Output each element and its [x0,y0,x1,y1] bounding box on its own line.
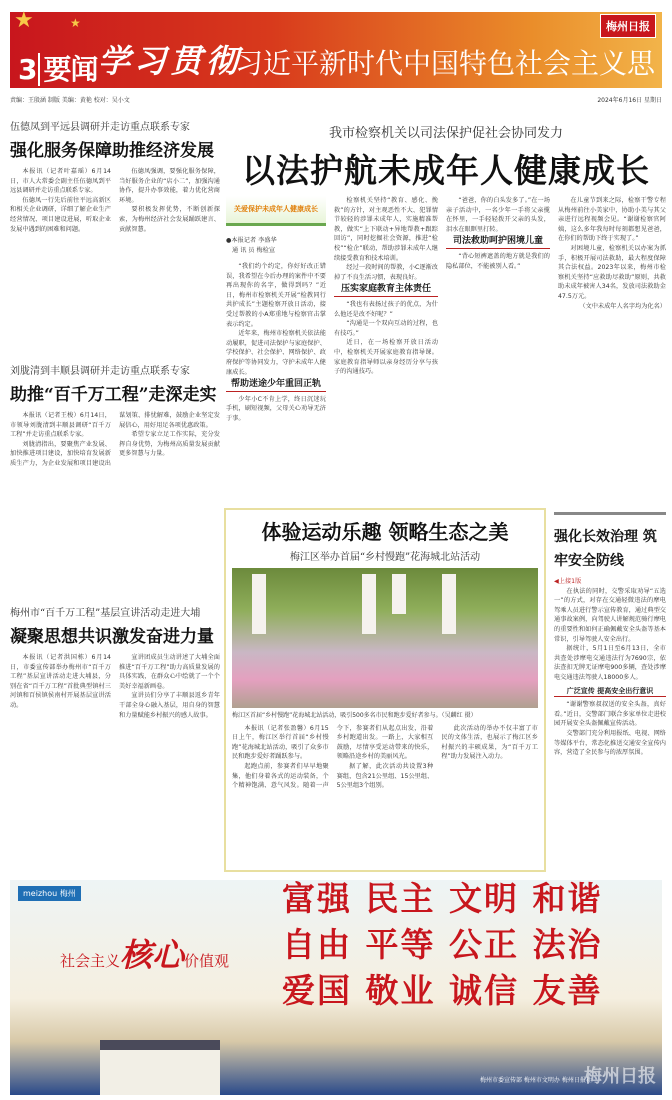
photo-caption: 梅江区首届“乡村慢跑”花海城北站活动，吸引500多名市民和跑步爱好者参与。（吴麟红 摄） [232,712,477,719]
paragraph: “爸爸，你的白头发多了。”在一场亲子活动中，一名少年一手将父亲揽在怀里，一手轻轻拨开父亲的头发，泪水在眼眶里打转。 [446,197,550,233]
logo-text: 关爱保护未成年人健康成长 [234,205,318,213]
note: （文中未成年人名字均为化名） [579,302,666,310]
paragraph: 据统计，5月1日至6月13日，全市共查处涉摩电交通违法行为7690宗，依法查扣无牌无证摩电900多辆，查处涉摩电交通违法驾驶人18000多人。 [554,645,666,681]
headline: 助推“百千万工程”走深走实 [10,385,217,405]
paragraph: 伍德凤一行先后前往平远高新区和相关企业调研，详细了解企业生产经营情况、项目建设进展，听取企业发展中遇到的困难和问题。 [10,196,111,233]
jump-link[interactable]: ◀上接1版 [554,578,582,585]
values-row: 富强 民主 文明 和谐 [282,879,603,918]
article-run [224,508,546,872]
paragraph: 希望专家立足工作实际，充分发挥自身优势，为梅州高质量发展贡献更多智慧与力量。 [119,431,220,458]
divider [554,512,666,515]
column-1 [226,262,326,496]
kicker: 刘胧清到丰顺县调研并走访重点联系专家 [10,366,190,377]
headline: 强化长效治理 筑牢安全防线 [554,529,657,569]
article-body [10,167,220,347]
subhead: 广泛宣传 提高安全出行意识 [554,686,666,698]
paragraph: 本报讯（记者叶嘉瑶）6月14日，市人大常委会副主任伍德凤到平远县调研并走访重点联系专家。 [10,168,111,195]
title-core: 核心 [120,936,185,974]
paragraph: 在儿童节到来之际，检察干警专程从梅州前往小美家中，协助小美与其父亲进行远程视频会见。“谢谢检察官阿姨，这么多年我每时每刻都想见爸爸，在你们的帮助下终于实现了。” [558,197,666,243]
byline-reporter: ●本报记者 李盛华 [226,237,277,244]
care-logo [226,196,326,226]
subhead: 帮助迷途少年重回正轨 [226,380,326,392]
theme-title: 习近平新时代中国特色社会主义思想 [235,47,656,120]
title-prefix: 社会主义 [60,952,121,970]
page-number [18,48,98,88]
page-no: 3 [18,53,37,86]
column-4 [558,196,666,496]
banner-credit: 梅州市委宣传部 梅州市文明办 梅州日报社 [480,1077,592,1084]
article-body [232,724,538,864]
editors-line: 责编：王殷涵 制版 美编：黄艳 校对：吴小文 [10,97,130,104]
paragraph: 近日，在一场检察开放日活动中，检察机关开展家庭教育指导课。家庭教育指导师以亲身经历分享与孩子的沟通技巧。 [334,339,438,376]
paragraph: 对困境儿童，检察机关以办案为抓手，积极开展司法救助，最大程度保障其合法权益。2023年以来，梅州市检察机关坚持“应救助尽救助”原则，共救助未成年被害人34名，发放司法救助金47.5万元。 [558,244,666,300]
paragraph: 少年小C不肯上学，终日沉迷玩手机，刷短视频，父母关心劝导无济于事。 [226,395,326,422]
paragraph: 在执法的同时，交警采取劝导“五选一”的方式，对存在交通轻微违法的摩电驾乘人员进行警示宣传教育，通过典型交通事故案例，向驾驶人讲解规范骑行摩电的重要性和如何正确佩戴安全头盔等基本常识，引导驾驶人安全出行。 [554,587,666,643]
article-body [554,577,666,877]
paragraph: “我也有表扬过孩子的优点，为什么他还是改不好呢？” [334,300,438,318]
headline: 强化服务保障助推经济发展 [10,141,214,161]
article-safety [554,512,666,877]
article-lecture [10,604,220,878]
title-suffix: 价值观 [184,952,230,970]
running-photo [232,568,538,708]
paragraph: 宣讲团成员生动讲述了大埔全面推进“百千万工程”助力高质量发展的具体实践，在群众心中绘就了一个个美好幸福新画卷。 [119,654,220,690]
headline: 体验运动乐趣 领略生态之美 [261,520,509,544]
issue-date: 2024年6月16日 星期日 [597,97,662,104]
paragraph: 刘胧清指出，要聚焦产业发展、加快推进项目建设，加快培育发展新质生产力，为企业发展和项目建设出谋划策、排忧解难，鼓励企业坚定发展信心，用好用足各项优惠政策。 [10,412,220,467]
byline-correspondent: 通 讯 员 梅检宣 [232,246,276,254]
brand-logo: meizhou 梅州 [18,886,81,901]
paragraph: “背心短裤遮盖的地方就是我们的隐私部位，不能被别人看。” [446,252,550,270]
values-row: 自由 平等 公正 法治 [282,925,603,964]
paragraph: 据了解，此次活动共设置3种赛组，包含21公里组、15公里组、5公里组3个组别。 [336,762,434,790]
article-procuratorate [226,122,666,192]
paragraph: “我们约个约定，你好好改正错误，我希望在今后办理的案件中不要再出现你的名字，做得到吗？”近日，梅州市检察机关开展“检教同行 共护成长”主题检察开放日活动，接受过帮教的小A郑重地与检察官击掌表示约定。 [226,263,326,328]
article-body [10,411,220,601]
headline: 以法护航未成年人健康成长 [242,151,650,190]
kicker: 我市检察机关以司法保护促社会协同发力 [328,126,563,141]
star-icon: ★ [14,8,34,33]
core-values-banner [10,880,662,1095]
paragraph: 本报讯（记者张盈馨）6月15日上午，梅江区举行首届“乡村慢跑”花海城北站活动，吸引了众多市民和跑步爱好者踊跃参与。 [232,724,329,761]
article-procuratorate-body [226,196,666,496]
paragraph: 宣讲员们分享了丰顺县返乡青年干部全身心融入基层，用自身的智慧和力量赋能乡村振兴的感人故事。 [119,692,220,719]
paper-logo: 梅州日报 [600,14,656,38]
headline: 凝聚思想共识激发奋进力量 [10,627,214,647]
paragraph: “谢谢警察叔叔送的安全头盔，真好看。”近日，交警部门联合多家单位走进校园开展安全头盔佩戴宣传活动。 [554,701,666,728]
building-illustration [100,1040,220,1095]
kicker: 伍德凤到平远县调研并走访重点联系专家 [10,122,190,133]
script-title: 学习贯彻 [98,42,243,80]
paragraph: 要积极发挥优势，不断创新探索，为梅州经济社会发展踊跃建言、贡献智慧。 [119,206,220,233]
paragraph: “沟通是一个双向互动的过程，也有技巧。” [334,320,438,337]
subhead: 司法救助呵护困境儿童 [446,237,550,249]
paragraph: 经过一段时间的帮教，小C逐渐改掉了不良生活习惯，表现良好。 [334,264,438,281]
column-3 [446,196,550,496]
section-name: 要闻 [38,53,97,86]
paragraph: 本报讯（记者洪国栋）6月14日，市委宣传部举办梅州市“百千万工程”基层宣讲活动走进大埔县，分别在省“百千万工程”首批典型镇村三河镇和百侯镇侯南村开展基层宣讲活动。 [10,654,111,709]
paragraph: 伍德凤强调，要强化服务保障，当好服务企业的“店小二”，加强沟通协作，提升办事效能，着力优化营商环境。 [119,168,220,204]
subtitle: 梅江区举办首届“乡村慢跑”花海城北站活动 [289,552,481,563]
watermark: 梅州日报 [584,1066,656,1087]
article-economy [10,118,220,347]
core-values-title [60,930,229,976]
values-row: 爱国 敬业 诚信 友善 [282,971,603,1010]
paragraph: 检察机关坚持“教育、感化、挽救”的方针，对主观恶性不大、犯罪情节较轻的涉罪未成年人，实施精准帮教，做实“上下联动+异地帮教+跟踪回访”，同时挖掘社会资源，推进“检校”“检企”联动，帮助涉罪未成年人继续接受教育和技术培训。 [334,197,438,262]
column-2 [334,196,438,496]
paragraph: 本报讯（记者王梭）6月14日，市领导刘胧清到丰顺县调研“百千万工程”并走访重点联系专家。 [10,412,111,439]
paragraph: 此次活动的举办不仅丰富了市民的文体生活，也展示了梅江区乡村振兴的丰硕成果，为“百千万工程”助力发展注入动力。 [441,724,538,761]
kicker: 梅州市“百千万工程”基层宣讲活动走进大埔 [10,608,201,619]
star-icon: ★ [70,16,81,30]
article-project [10,362,220,601]
subhead: 压实家庭教育主体责任 [334,285,438,297]
paragraph: 起跑点前，参赛者们早早地聚集，他们身着各式的运动装备，个个精神饱满、意气风发。随着一声令下，参赛者们从起点出发，沿着乡村跑道出发。一路上，大家相互鼓励，尽情享受运动带来的快乐，领略沿途乡村的美丽风光。 [232,724,434,790]
byline [226,236,326,255]
article-body [10,653,220,878]
values-list [282,876,602,1014]
paragraph: 交警部门充分利用报纸、电视、网络等媒体平台，常态化推送交通安全宣传内容，营造了全民参与的浓厚氛围。 [554,729,666,757]
paragraph: 近年来，梅州市检察机关依法能动履职，促进司法保护与家庭保护、学校保护、社会保护、网络保护、政府保护等协同发力，守护未成年人健康成长。 [226,330,326,376]
